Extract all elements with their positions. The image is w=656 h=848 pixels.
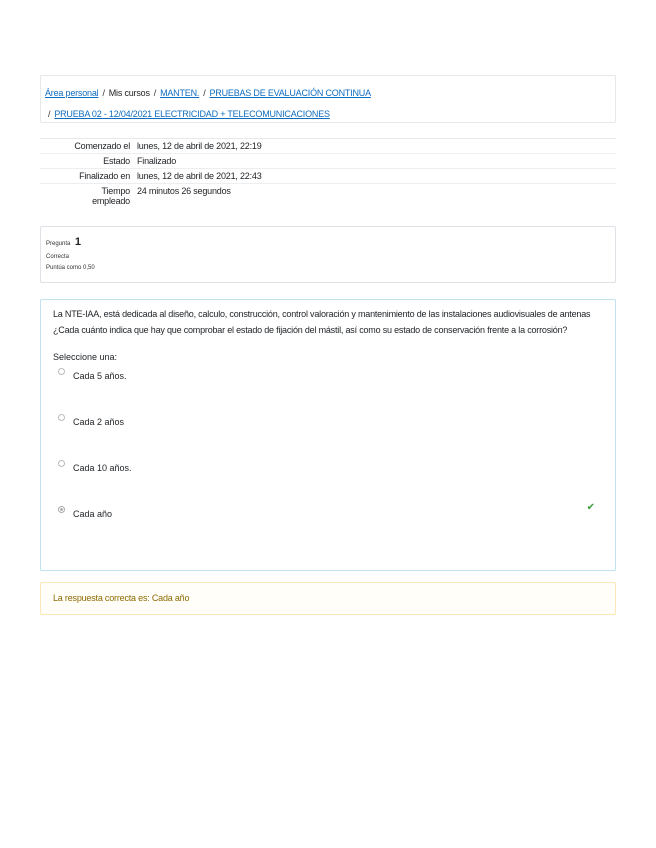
summary-label: Finalizado en [79,171,130,181]
radio-button[interactable] [58,368,65,375]
breadcrumb-separator: / [203,88,206,98]
summary-row-started [40,139,616,154]
summary-value: 24 minutos 26 segundos [137,186,231,196]
summary-label: Comenzado el [74,141,130,151]
question-content [40,299,616,571]
radio-button[interactable] [58,460,65,467]
breadcrumb-manten[interactable]: MANTEN. [160,88,200,98]
answer-option[interactable] [53,410,603,456]
correct-answer-feedback: La respuesta correcta es: Cada año [40,582,616,615]
answer-option-label: Cada año [73,509,113,519]
breadcrumb-separator: / [48,109,51,119]
question-grade: Puntúa como 0,50 [46,265,95,271]
question-number: 1 [74,236,81,248]
question-state: Correcta [46,254,70,260]
question-text: La NTE-IAA, está dedicada al diseño, calculo, construcción, control valoración y mantenimiento de las instalaciones audiovisuales de antenas ¿Cada cuánto indica que hay que comprobar el estado de fijación del mástil, así como su estado de conservación frente a la corrosión? [53,309,591,335]
breadcrumb [40,75,616,123]
answer-option[interactable] [53,364,603,410]
summary-value: Finalizado [137,156,177,166]
summary-row-time [40,184,616,208]
breadcrumb-line-2 [45,104,611,125]
breadcrumb-separator: / [102,88,105,98]
radio-button-selected[interactable] [58,506,65,513]
breadcrumb-mis-cursos: Mis cursos [108,88,150,98]
breadcrumb-line-1 [45,83,611,104]
answer-option-selected[interactable] [53,502,603,548]
summary-label [40,184,135,208]
answer-option-label: Cada 2 años [73,417,125,427]
question-label: Pregunta [46,241,71,247]
breadcrumb-pruebas[interactable]: PRUEBAS DE EVALUACIÓN CONTINUA [209,88,371,98]
summary-value: lunes, 12 de abril de 2021, 22:19 [137,141,262,151]
answer-options [53,364,603,548]
summary-label-line: empleado [92,196,130,206]
summary-label: Estado [103,156,130,166]
summary-value: lunes, 12 de abril de 2021, 22:43 [137,171,262,181]
summary-row-state [40,154,616,169]
summary-row-finished [40,169,616,184]
check-icon: ✔ [586,502,595,513]
breadcrumb-prueba-02[interactable]: PRUEBA 02 - 12/04/2021 ELECTRICIDAD + TELECOMUNICACIONES [54,109,330,119]
radio-button[interactable] [58,414,65,421]
breadcrumb-area-personal[interactable]: Área personal [45,88,99,98]
answer-option[interactable] [53,456,603,502]
answer-prompt: Seleccione una: [53,352,118,362]
question-info [40,226,616,283]
answer-option-label: Cada 5 años. [73,371,127,381]
breadcrumb-separator: / [153,88,157,98]
summary-label-line: Tiempo [101,186,130,196]
answer-option-label: Cada 10 años. [73,463,132,473]
attempt-summary [40,138,616,208]
